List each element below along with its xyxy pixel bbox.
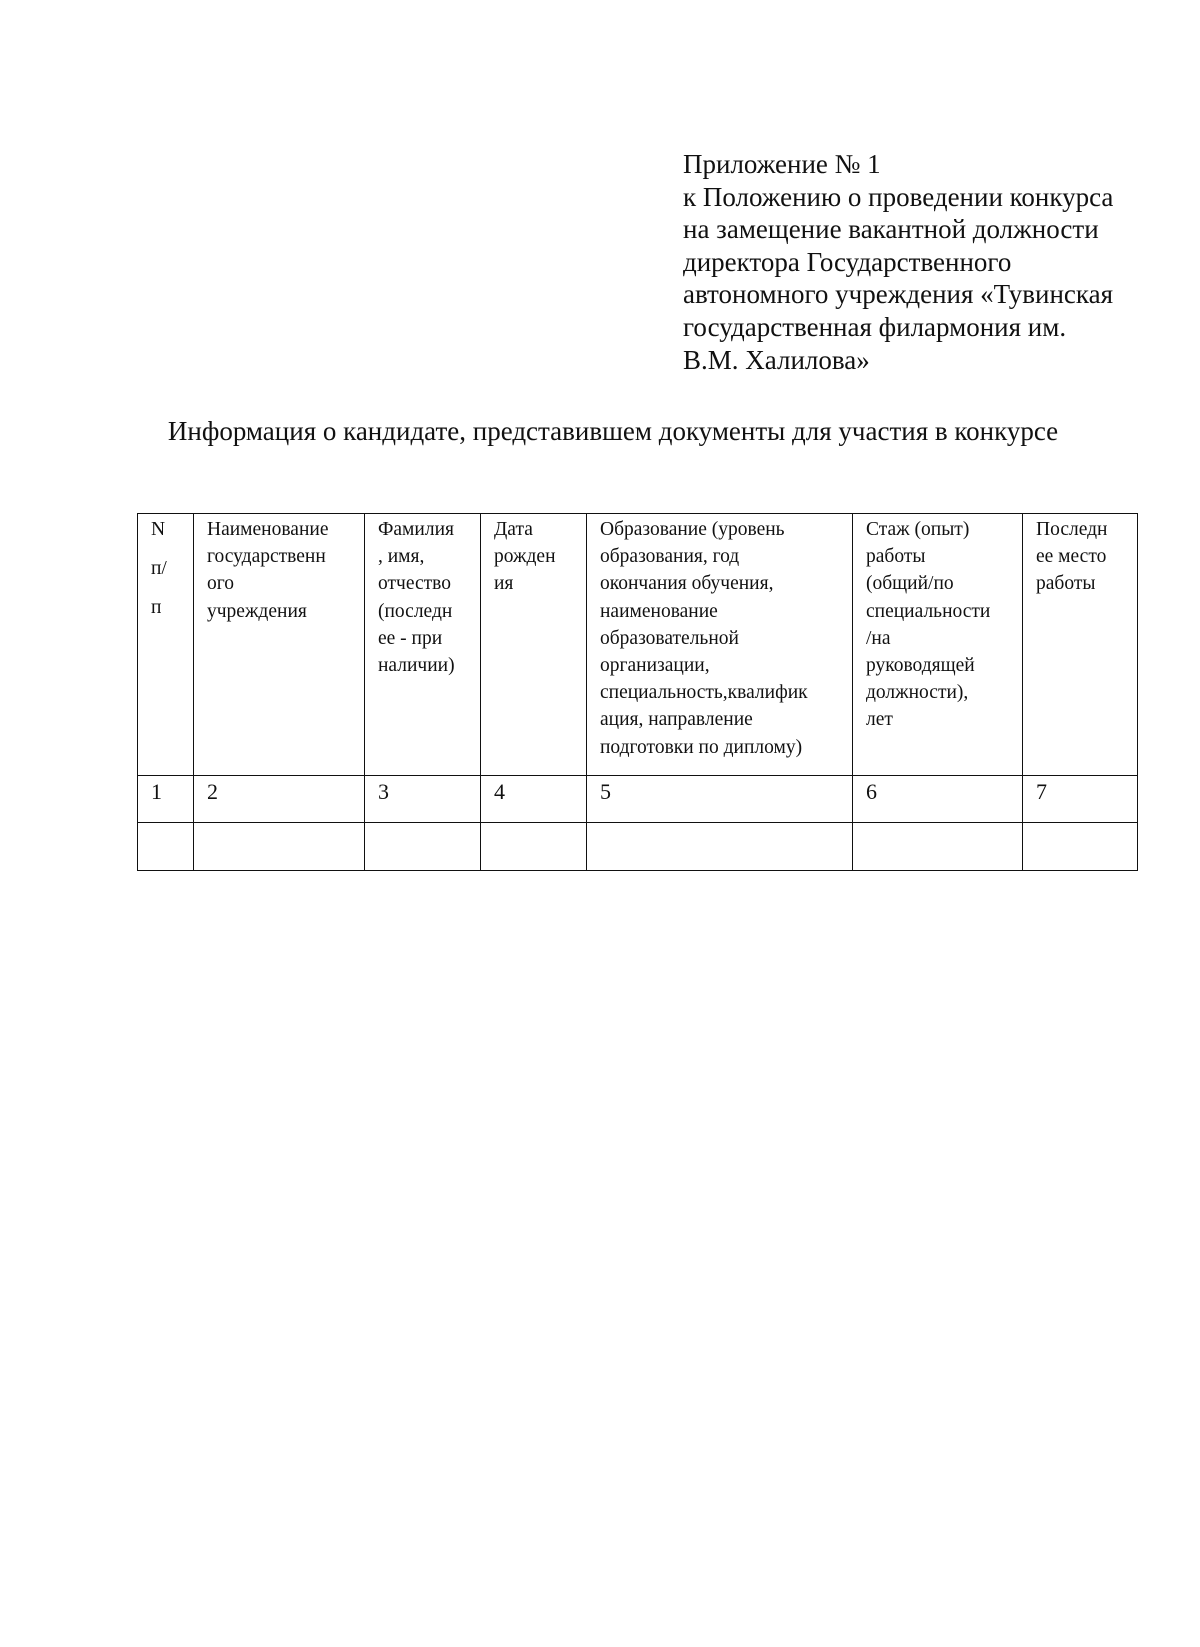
document-title: Информация о кандидате, представившем документы для участия в конкурсе [167,416,1059,446]
column-number: 1 [138,775,194,822]
table-cell [481,822,587,870]
header-line: Наименование [207,519,329,540]
header-line: окончания обучения, [600,573,774,595]
appendix-line: В.М. Халилова» [683,344,870,375]
appendix-line: директора Государственного [683,246,1012,277]
header-line: государственн [207,546,326,568]
candidate-info-table [137,513,1138,871]
header-line: N [151,519,166,540]
header-line: ия [494,573,514,595]
header-line: /на [866,627,891,649]
header-line: специальности [866,600,991,622]
header-line: Последн [1036,519,1108,540]
header-line: (общий/по [866,573,954,595]
table-row [138,822,1138,870]
header-line: Стаж (опыт) [866,519,970,540]
header-line: работы [1036,573,1096,595]
column-number-row [138,775,1138,822]
header-spacer [151,582,187,594]
header-line: отчество [378,573,451,595]
header-full-name [365,514,481,776]
appendix-line: автономного учреждения «Тувинская [683,279,1114,310]
header-number [138,514,194,776]
appendix-line: Приложение № 1 [683,149,881,179]
header-line: ее место [1036,546,1107,568]
header-line: Фамилия [378,519,454,540]
table-cell [1023,822,1138,870]
header-line: ее - при [378,627,443,649]
header-line: Образование (уровень [600,519,785,540]
header-line: организации, [600,655,710,677]
header-institution [194,514,365,776]
column-number: 7 [1023,775,1138,822]
header-line: специальность,квалифик [600,682,808,704]
column-number: 2 [194,775,365,822]
appendix-line: на замещение вакантной должности [683,214,1099,245]
table-cell [587,822,853,870]
header-line: должности), [866,682,969,704]
header-birth-date [481,514,587,776]
header-experience [853,514,1023,776]
column-number: 4 [481,775,587,822]
header-line: учреждения [207,600,307,622]
appendix-block [683,148,1163,376]
column-number: 6 [853,775,1023,822]
column-number: 3 [365,775,481,822]
header-line: образовательной [600,627,739,649]
header-spacer [151,543,187,555]
header-line: руководящей [866,655,975,677]
appendix-line: государственная филармония им. [683,311,1067,342]
table-cell [194,822,365,870]
header-line: подготовки по диплому) [600,736,803,758]
header-education [587,514,853,776]
header-line: , имя, [378,546,425,568]
appendix-line: к Положению о проведении конкурса [683,181,1114,212]
column-number: 5 [587,775,853,822]
table-cell [853,822,1023,870]
table-header-row [138,514,1138,776]
header-last-workplace [1023,514,1138,776]
header-line: наименование [600,600,718,622]
header-line: образования, год [600,546,740,568]
header-line: работы [866,546,926,568]
table-cell [365,822,481,870]
header-line: Дата [494,519,533,540]
header-line: наличии) [378,655,455,677]
header-line: лет [866,709,893,731]
header-line: ого [207,573,235,595]
header-line: (последн [378,600,453,622]
header-line: рожден [494,546,556,568]
table-cell [138,822,194,870]
header-line: ация, направление [600,709,753,731]
header-line: п/ [151,558,167,580]
header-line: п [151,597,162,619]
